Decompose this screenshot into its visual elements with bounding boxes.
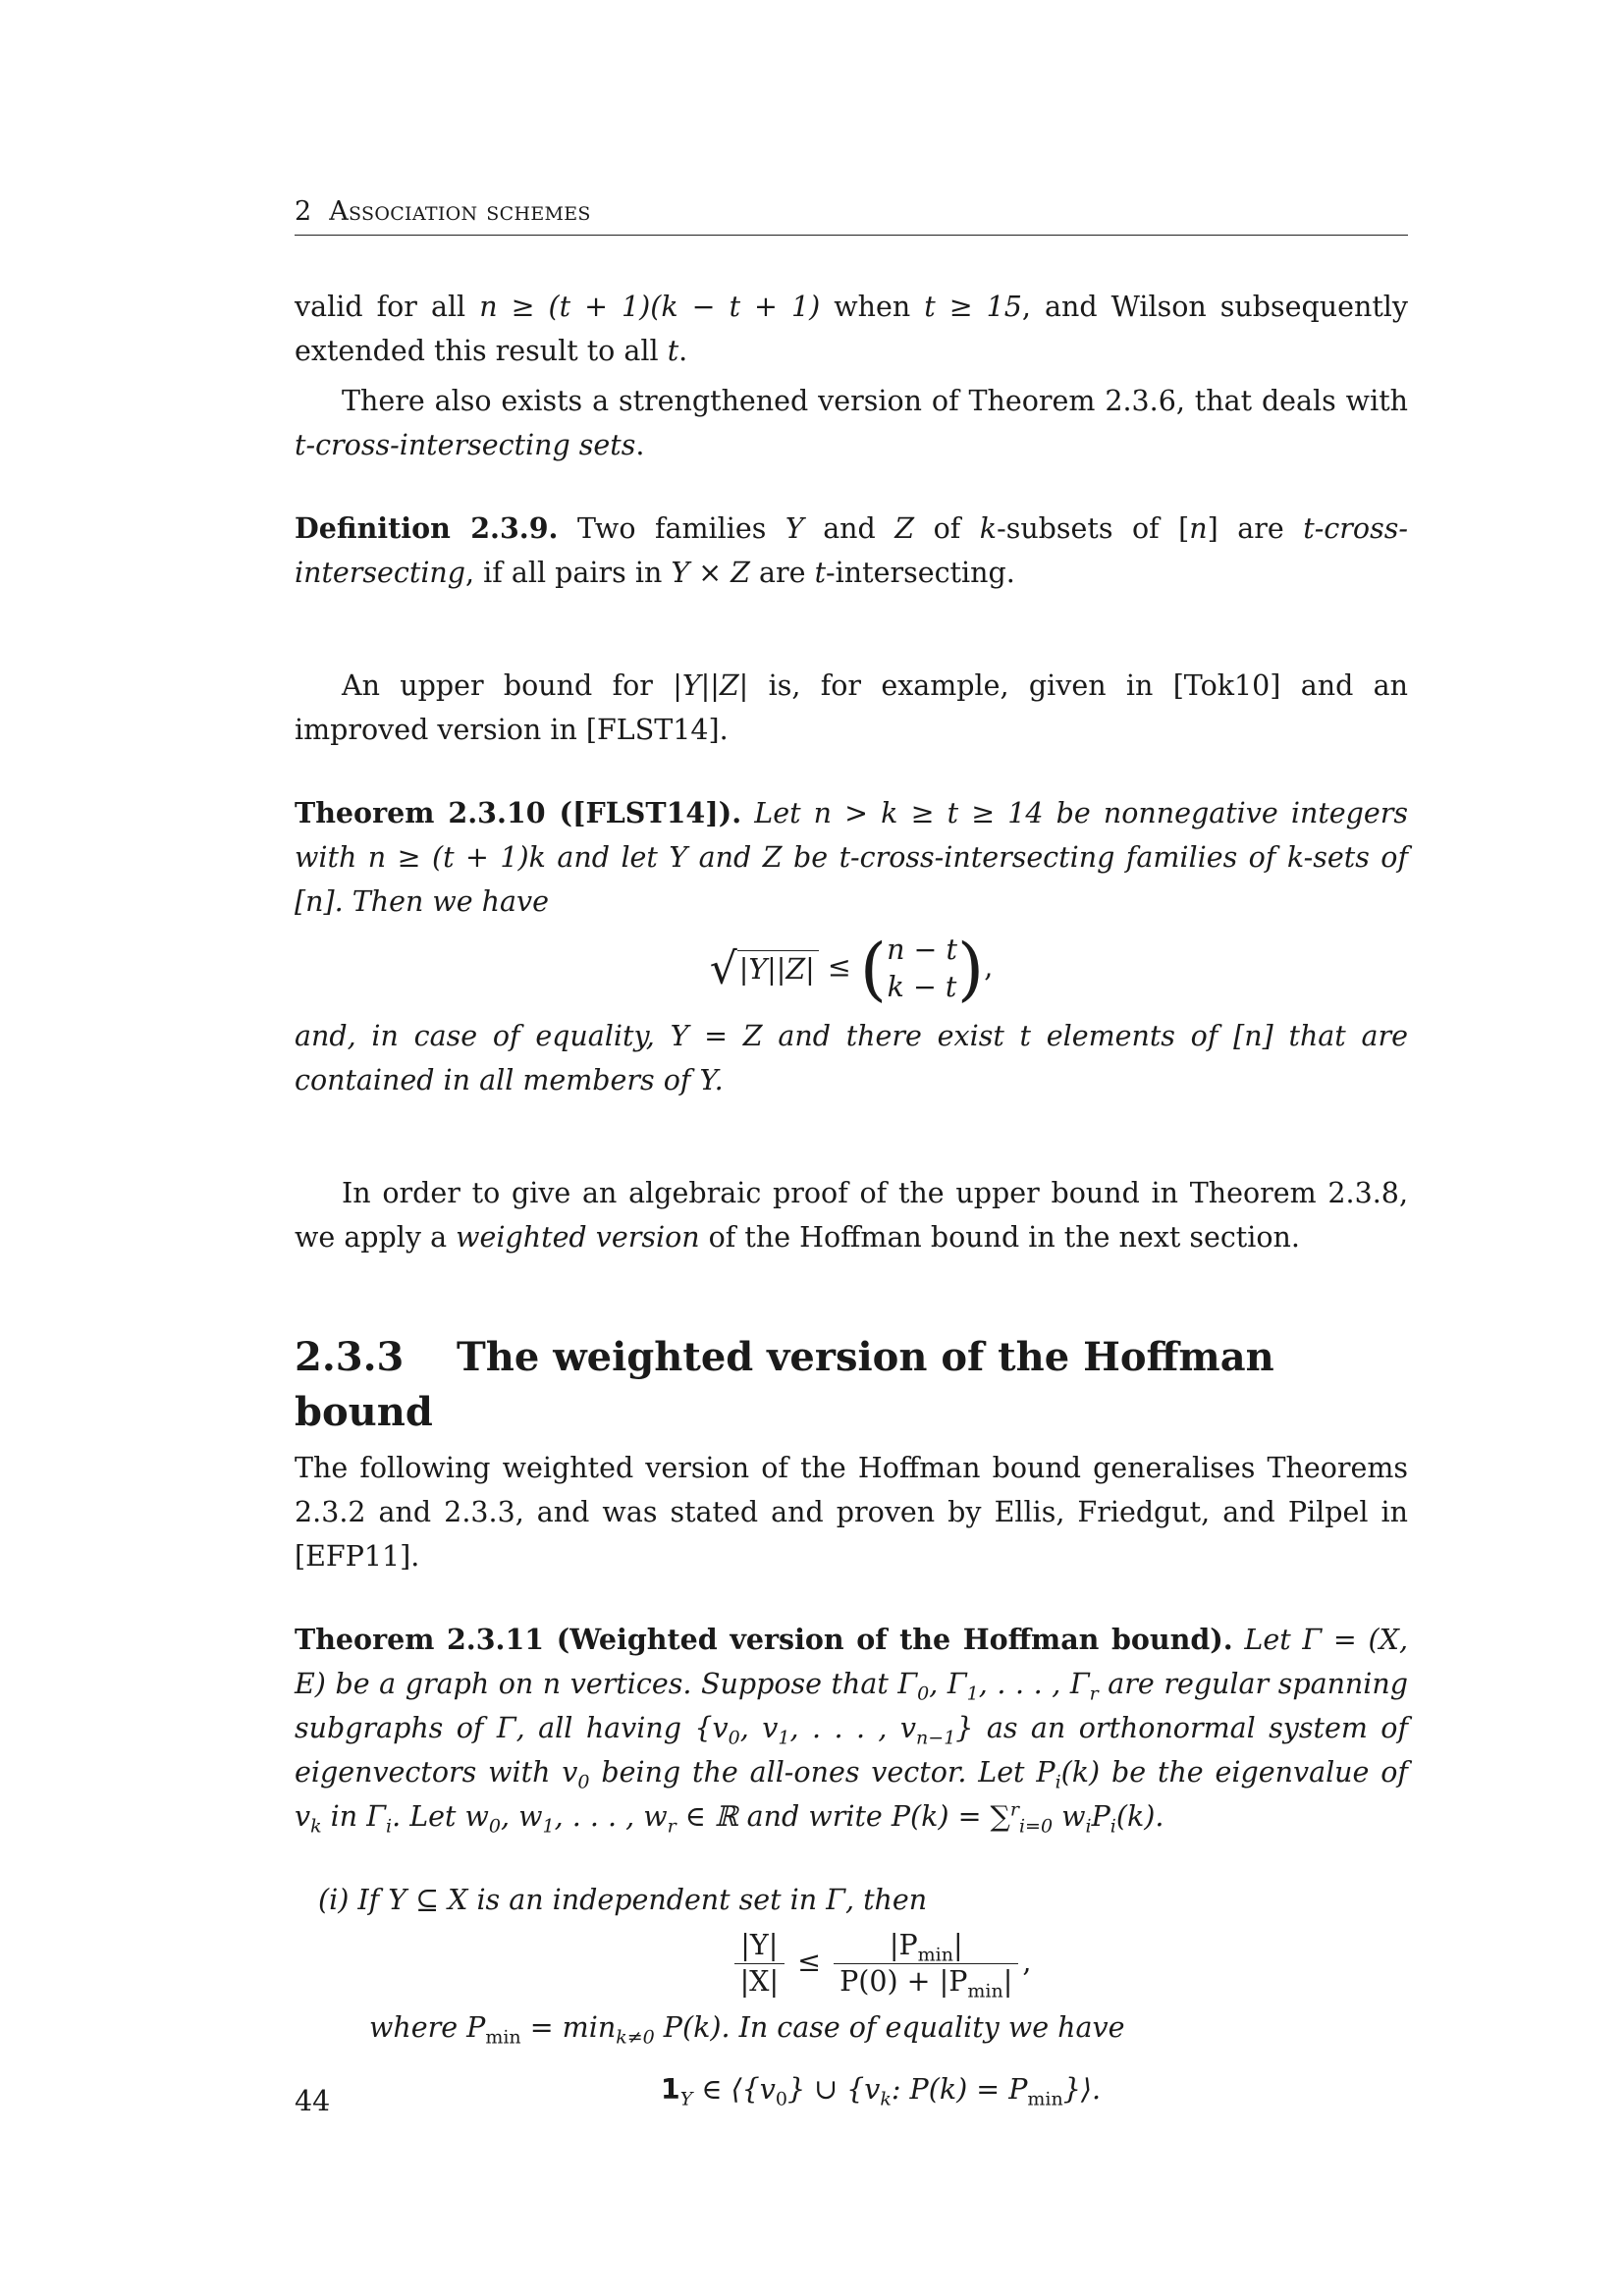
paragraph-3: An upper bound for |Y||Z| is, for example, given in [Tok10] and an improved version in [FLST14].: [295, 669, 1408, 746]
definition-2-3-9: Definition 2.3.9. Two families Y and Z of k-subsets of [n] are t-cross-intersecting, if all pairs in Y × Z are t-intersecting.: [295, 511, 1408, 589]
section-number: 2.3.3: [295, 1334, 405, 1380]
paragraph-4: In order to give an algebraic proof of the upper bound in Theorem 2.3.8, we apply a weighted version of the Hoffman bound in the next section.: [295, 1177, 1408, 1254]
theorem-label: Theorem 2.3.11 (Weighted version of the Hoffman bound).: [295, 1623, 1233, 1656]
section-title: The weighted version of the Hoffman bound: [295, 1334, 1274, 1435]
running-header: [295, 196, 1408, 236]
fraction-Y-over-X: $\frac{|Y|}{|X|}$: [734, 1928, 785, 2000]
section-heading: [295, 1330, 1408, 1440]
page: [295, 0, 1408, 2296]
fraction-Pmin: $\frac{|P_{min}|}{P(0) + |P_{min}|}$: [834, 1928, 1018, 2000]
page-content: [295, 285, 1408, 2120]
definition-label: Definition 2.3.9.: [295, 511, 559, 545]
hoffman-inequality: $\frac{|Y|}{|X|}$ ≤ $\frac{|P_{min}|}{P(0) + |P_{min}|}$ ,: [353, 1928, 1408, 2000]
binomial: ( n − t k − t ): [859, 929, 985, 1009]
sqrt-expression: √|Y||Z|: [710, 943, 819, 994]
equality-characterisation: $1_Y$ ∈ $⟨\{v_0\}$ ∪ {$v_k$: $P(k) = P_{min}\}⟩$.: [660, 2073, 1102, 2110]
chapter-title: Association schemes: [329, 196, 591, 227]
page-number: 44: [295, 2085, 331, 2117]
chapter-number: 2: [295, 196, 312, 227]
theorem-label: Theorem 2.3.10 ([FLST14]).: [295, 796, 742, 829]
paragraph-5: The following weighted version of the Hoffman bound generalises Theorems 2.3.2 and 2.3.3, and was stated and proven by Ellis, Friedgut, and Pilpel in [EFP11].: [295, 1452, 1408, 1573]
list-item-i: (i) If Y ⊆ X is an independent set in Γ, then: [318, 1884, 928, 1916]
theorem-2-3-10-equation: √|Y||Z| ≤ ( n − t k − t ),: [709, 929, 994, 1009]
paragraph-1: valid for all n ≥ (t + 1)(k − t + 1) when t ≥ 15, and Wilson subsequently extended this result to all t.: [295, 291, 1409, 367]
theorem-2-3-10: Theorem 2.3.10 ([FLST14]). Let n > k ≥ t ≥ 14 be nonnegative integers with n ≥ (t + 1)k and let Y and Z be t-cross-intersecting families of k-sets of [n]. Then we have: [295, 796, 1409, 918]
indicator-symbol: 1: [660, 2073, 680, 2106]
list-item-i-where: where $P_{min} = \min_{k\ne 0} P(k)$. In case of equality we have: [369, 2011, 1125, 2049]
paragraph-2: There also exists a strengthened version of Theorem 2.3.6, that deals with t-cross-intersecting sets.: [295, 385, 1408, 461]
theorem-2-3-10-continued: and, in case of equality, Y = Z and there exist t elements of [n] that are contained in all members of Y.: [295, 1020, 1408, 1096]
theorem-2-3-11: Theorem 2.3.11 (Weighted version of the Hoffman bound). Let Γ = (X, E) be a graph on n vertices. Suppose that $\Gamma_0$, $\Gamma_1$, . . . , $\Gamma_r$ are regular spanning subgraphs of Γ, all having {$v_0$, $v_1$, . . . , $v_{n-1}$} as an orthonormal system of eigenvectors with $v_0$ being the all-ones vector. Let $P_i(k)$ be the eigenvalue of $v_k$ in $\Gamma_i$. Let $w_0$, $w_1$, . . . , $w_r$ ∈ ℝ and write P(k) = ∑$^r_{i=0}$ $w_iP_i(k)$.: [295, 1623, 1409, 1838]
